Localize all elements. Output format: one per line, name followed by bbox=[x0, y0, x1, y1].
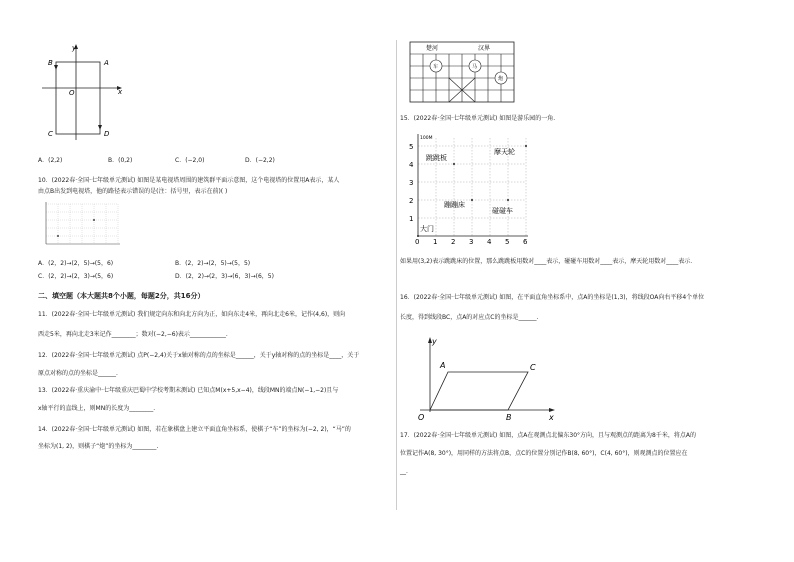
para-label-o: O bbox=[418, 413, 425, 422]
q15-line: 15．(2022春·全国·七年级单元测试) 如图是游乐园的一角. bbox=[400, 115, 556, 122]
tower-grid-figure bbox=[40, 200, 122, 252]
q9-option-b: B．(0,2) bbox=[108, 157, 133, 164]
river-right-label: 汉界 bbox=[478, 45, 491, 52]
q12-line2: 原点对称的点的坐标是______. bbox=[38, 370, 118, 377]
xtick-4: 4 bbox=[487, 238, 492, 244]
q16-line2: 长度，得到线段BC，点A的对应点C的坐标是______. bbox=[400, 314, 539, 321]
q17-line1: 17．(2022春·全国·七年级单元测试) 如图，点A在观测点北偏东30°方向，且与观测点的距离为8千米，将点A的 bbox=[400, 432, 696, 439]
q10-option-a: A．(2，2)→(2，5)→(5，6) bbox=[38, 260, 114, 267]
ytick-5: 5 bbox=[409, 143, 414, 151]
place-pengpeng: 碰碰车 bbox=[492, 207, 513, 215]
che-label: 车 bbox=[433, 64, 439, 70]
q10-text-line1: 10．(2022春·全国·七年级单元测试) 如图是某电视塔周围的建筑群平面示意图，这个电视塔的位置用A表示，某人 bbox=[38, 177, 340, 184]
park-grid-figure bbox=[404, 130, 534, 244]
ma-label: 马 bbox=[472, 64, 478, 70]
q11-line2: 西走5米，再向北走3米记作________；数对(−2,−6)表示____________. bbox=[38, 331, 228, 338]
label-d: D bbox=[104, 130, 110, 138]
xtick-5: 5 bbox=[505, 238, 510, 244]
q13-line2: x轴平行的直线上，则MN的长度为________. bbox=[38, 405, 156, 412]
ytick-3: 3 bbox=[409, 179, 414, 187]
parallelogram-figure bbox=[408, 334, 558, 424]
q16-line1: 16．(2022春·全国·七年级单元测试) 如图，在平面直角坐标系中，点A的坐标是(1,3)，将线段OA向右平移4个单位 bbox=[400, 294, 705, 301]
xtick-1: 1 bbox=[433, 238, 438, 244]
section-fill-in-title: 二、填空题（本大题共8个小题，每题2分，共16分） bbox=[38, 292, 205, 300]
place-tiaotiao: 跳跳板 bbox=[426, 154, 447, 162]
label-a: A bbox=[104, 59, 109, 67]
para-label-y: y bbox=[432, 337, 437, 346]
place-gate: 大门 bbox=[420, 225, 434, 233]
xtick-2: 2 bbox=[451, 238, 456, 244]
q10-option-b: B．(2，2)→(2，5)→(5，5) bbox=[175, 260, 251, 267]
para-label-c: C bbox=[530, 363, 536, 372]
column-divider bbox=[396, 40, 397, 510]
chess-board-figure bbox=[408, 40, 518, 104]
q9-option-c: C．(−2,0) bbox=[175, 157, 205, 164]
pao-label: 炮 bbox=[498, 76, 504, 82]
q14-line1: 14．(2022春·全国·七年级单元测试) 如图，若在象棋盘上建立平面直角坐标系，使棋子“车”的坐标为(−2, 2)，“马”的 bbox=[38, 426, 351, 433]
label-c: C bbox=[48, 130, 53, 138]
xtick-3: 3 bbox=[469, 238, 474, 244]
para-label-x: x bbox=[549, 413, 554, 422]
q12-line1: 12．(2022春·全国·七年级单元测试) 点P(−2,4)关于x轴对称的点的坐标是______，关于y轴对称的点的坐标是____，关于 bbox=[38, 352, 360, 359]
label-x: x bbox=[118, 88, 123, 96]
ytick-4: 4 bbox=[409, 161, 414, 169]
rectangle-coordinate-figure bbox=[40, 42, 130, 142]
place-motian: 摩天轮 bbox=[494, 148, 515, 156]
q13-line1: 13．(2022春·重庆渝中·七年级重庆巴蜀中学校考期末测试) 已知点M(x+5,x−4)，线段MN的端点N(−1,−2)且与 bbox=[38, 387, 339, 394]
label-o: O bbox=[69, 89, 75, 97]
q9-option-d: D．(−2,2) bbox=[245, 157, 275, 164]
q10-option-d: D．(2，2)→(2，3)→(6，3)→(6，5) bbox=[175, 273, 274, 280]
q17-line2: 位置记作A(8, 30°)，用同样的方法将点B，点C的位置分别记作B(8, 60°)，C(4, 60°)，则观测点的位置应在 bbox=[400, 450, 688, 457]
label-y: y bbox=[72, 44, 77, 52]
q9-option-a: A．(2,2) bbox=[38, 157, 63, 164]
unit-label: 100M bbox=[420, 136, 433, 141]
ytick-2: 2 bbox=[409, 197, 414, 205]
xtick-0: 0 bbox=[415, 238, 420, 244]
river-left-label: 楚河 bbox=[426, 45, 439, 52]
ytick-1: 1 bbox=[409, 215, 414, 223]
q14-line2: 坐标为(1, 2)，则棋子“炮”的坐标为________. bbox=[38, 443, 159, 450]
q10-text-line2: 由点B出发到电视塔，他的路径表示错误的是(注：括号里，表示在前)( ) bbox=[38, 188, 228, 195]
q10-option-c: C．(2，2)→(2，3)→(5，6) bbox=[38, 273, 114, 280]
place-bengbeng: 蹦蹦床 bbox=[444, 201, 465, 209]
label-b: B bbox=[48, 59, 53, 67]
q15-answer-line: 如果用(3,2)表示跳跳床的位置，那么跳跳板用数对____表示，碰碰车用数对____表示，摩天轮用数对____表示. bbox=[400, 258, 693, 265]
para-label-a: A bbox=[440, 361, 446, 370]
q17-line3: __. bbox=[400, 468, 408, 475]
para-label-b: B bbox=[506, 413, 512, 422]
xtick-6: 6 bbox=[523, 238, 528, 244]
q11-line1: 11．(2022春·全国·七年级单元测试) 我们规定向东和向北方向为正，如向东走4米，再向北走6米，记作(4,6)，则向 bbox=[38, 311, 346, 318]
